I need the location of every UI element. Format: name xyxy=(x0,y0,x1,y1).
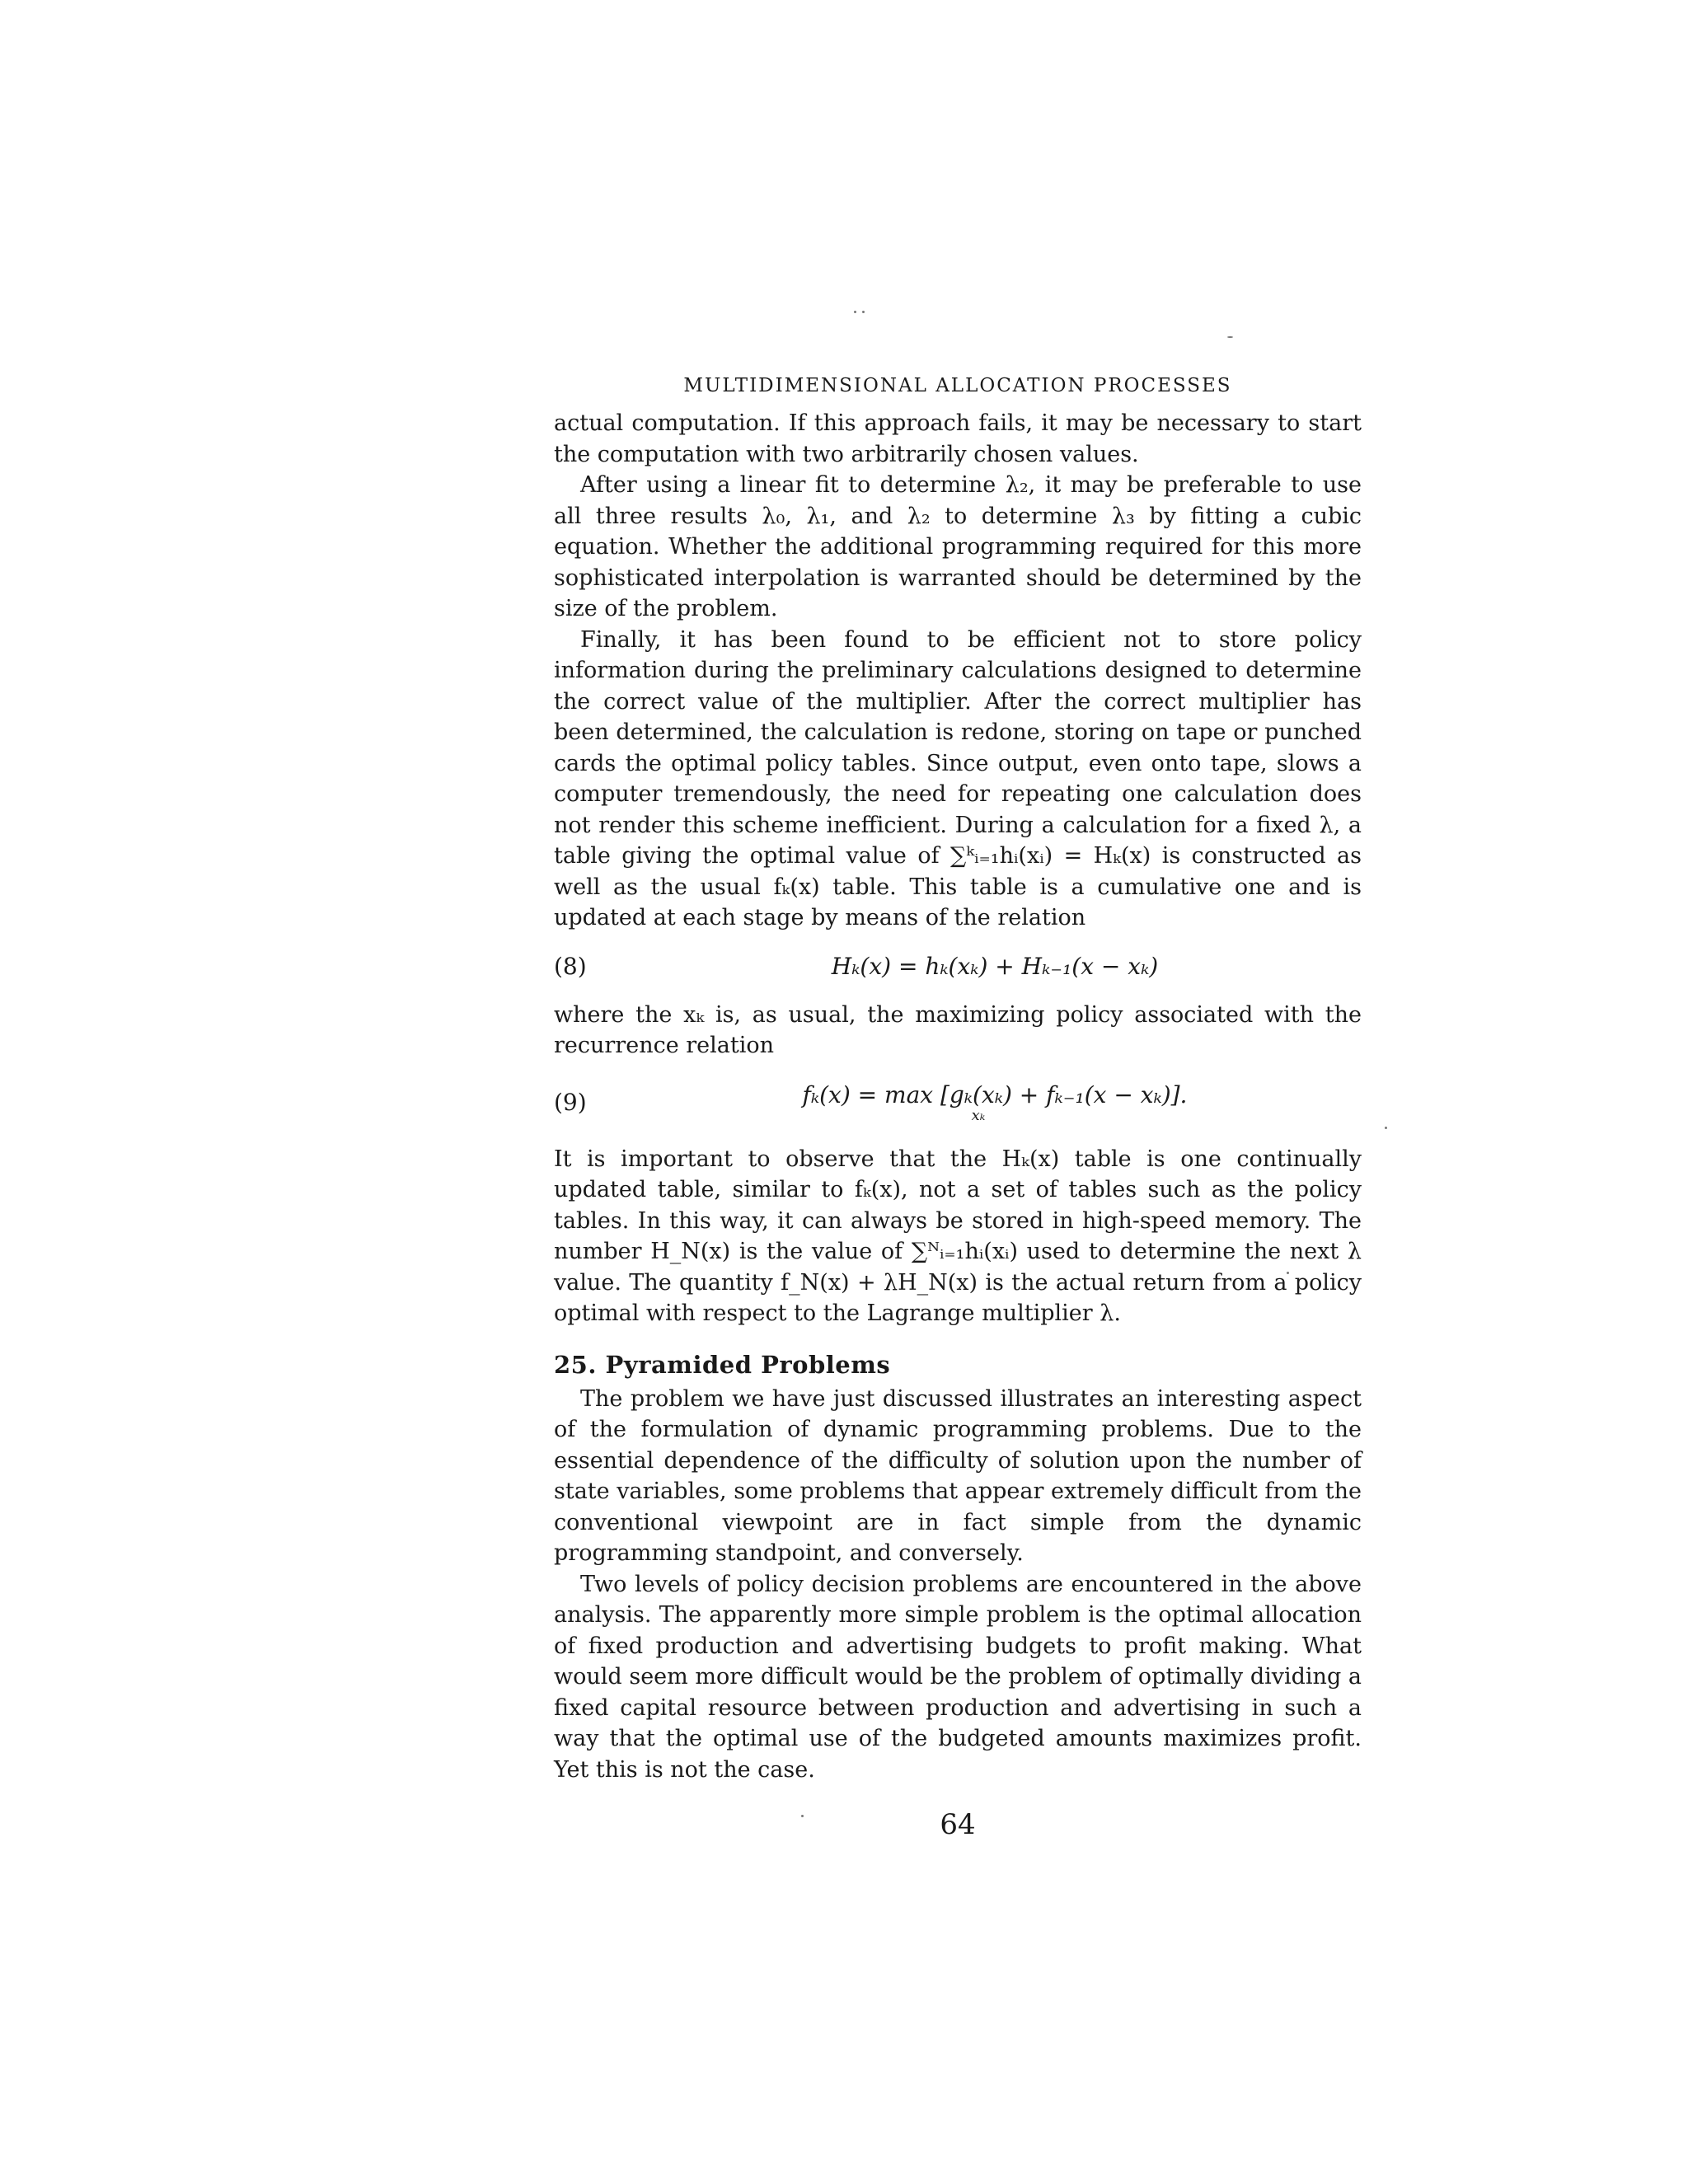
paragraph-cubic-fit: After using a linear fit to determine λ₂, it may be preferable to use all three results λ₀, λ₁, and λ₂ to determine λ₃ by fitting a cubic equation. Whether the additional programming required for this more sophisticated interpolation is warranted should be determined by the size of the problem. xyxy=(554,472,1362,621)
equation-9 xyxy=(554,1070,1362,1136)
equation-8 xyxy=(554,942,1362,991)
scan-speck xyxy=(1385,1127,1387,1129)
running-head: MULTIDIMENSIONAL ALLOCATION PROCESSES xyxy=(683,375,1232,396)
page-number: 64 xyxy=(940,1808,976,1841)
paragraph-table-updated: It is important to observe that the Hₖ(x) table is one continually updated table, similar to fₖ(x), not a set of tables such as the policy tables. In this way, it can always be stored in high-speed memory. The number H_N(x) is the value of ∑ᴺᵢ₌₁hᵢ(xᵢ) used to determine the next λ value. The quantity f_N(x) + λH_N(x) is the actual return from a policy optimal with respect to the Lagrange multiplier λ. xyxy=(554,1146,1362,1326)
scan-speck xyxy=(862,311,865,313)
paragraph-policy-storage: Finally, it has been found to be efficient not to store policy information during the preliminary calculations designed to determine the correct value of the multiplier. After the correct multiplier has been determined, the calculation is redone, storing on tape or punched cards the optimal policy tables. Since output, even onto tape, slows a computer tremendously, the need for repeating one calculation does not render this scheme inefficient. During a calculation for a fixed λ, a table giving the optimal value of ∑ᵏᵢ₌₁hᵢ(xᵢ) = Hₖ(x) is constructed as well as the usual fₖ(x) table. This table is a cumulative one and is updated at each stage by means of the relation xyxy=(554,626,1362,930)
equation-number: (8) xyxy=(554,953,587,980)
equation-body xyxy=(678,1081,1362,1123)
equation-number: (9) xyxy=(554,1089,587,1116)
paragraph-maximizing-policy: where the xₖ is, as usual, the maximizing policy associated with the recurrence relation xyxy=(554,1001,1362,1058)
paragraph-two-levels: Two levels of policy decision problems are encountered in the above analysis. The apparently more simple problem is the optimal allocation of fixed production and advertising budgets to profit making. What would seem more difficult would be the problem of optimally dividing a fixed capital resource between production and advertising in such a way that the optimal use of the budgeted amounts maximizes profit. Yet this is not the case. xyxy=(554,1571,1362,1783)
section-heading: 25. Pyramided Problems xyxy=(554,1350,891,1379)
book-page xyxy=(554,375,1362,1841)
scan-speck xyxy=(854,311,856,313)
paragraph-continuation: actual computation. If this approach fails, it may be necessary to start the computation with two arbitrarily chosen values. xyxy=(554,410,1362,467)
paragraph-formulation: The problem we have just discussed illustrates an interesting aspect of the formulation of dynamic programming problems. Due to the essential dependence of the difficulty of solution upon the number of state variables, some problems that appear extremely difficult from the conventional viewpoint are in fact simple from the dynamic programming standpoint, and conversely. xyxy=(554,1385,1362,1566)
equation-body: Hₖ(x) = hₖ(xₖ) + Hₖ₋₁(x − xₖ) xyxy=(831,953,1159,980)
equation-max-subscript: xₖ xyxy=(971,1107,986,1124)
equation-main: fₖ(x) = max [gₖ(xₖ) + fₖ₋₁(x − xₖ)]. xyxy=(802,1081,1188,1108)
scan-speck xyxy=(1227,336,1233,338)
